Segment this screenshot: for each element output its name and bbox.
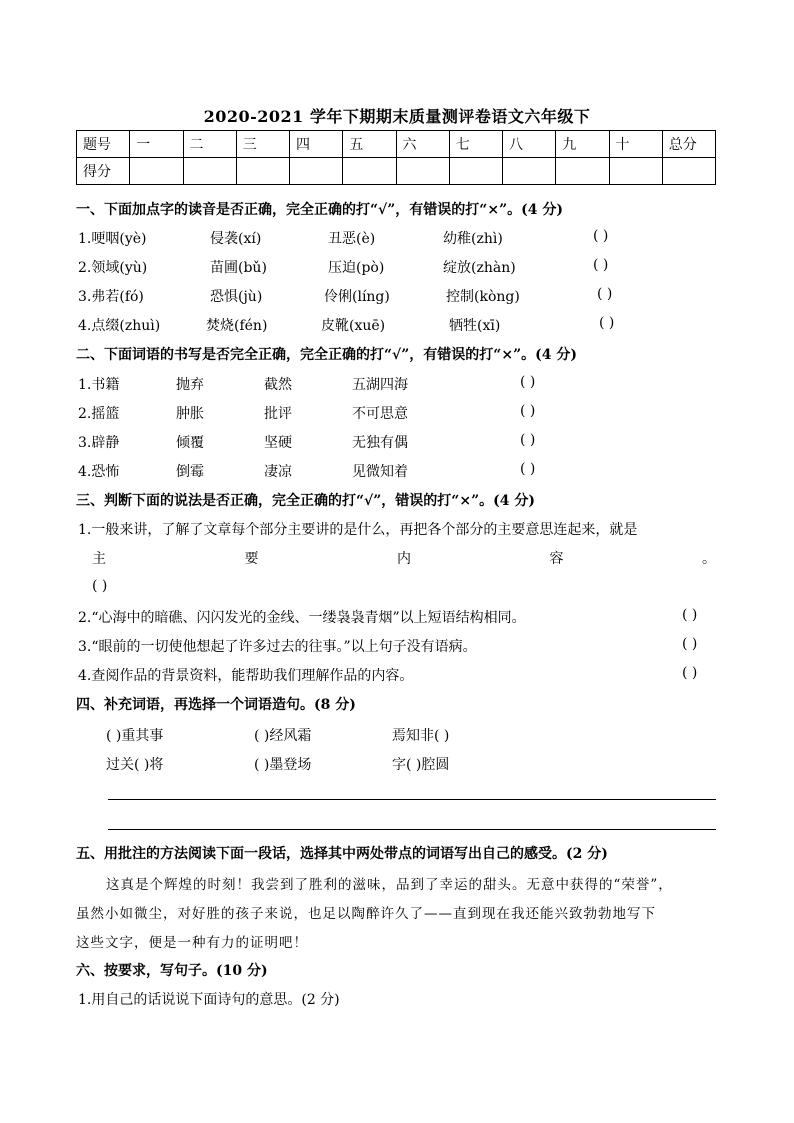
s3-q2: 2.“心海中的暗礁、闪闪发光的金线、一缕袅袅青烟”以上短语结构相同。 [78,610,526,626]
score-input-cell[interactable] [130,158,183,185]
page-title: 2020-2021 学年下期期末质量测评卷语文六年级下 [203,107,591,126]
s1-row-1-answer[interactable]: ( ) [593,228,609,244]
score-input-cell[interactable] [396,158,449,185]
s6-q1: 1.用自己的话说说下面诗句的意思。(2 分) [78,992,340,1008]
s3-q4-answer[interactable]: ( ) [682,665,698,681]
s4-blank-5[interactable]: ( )墨登场 [254,757,312,773]
s2-row-1-word-2: 抛弃 [176,377,204,393]
s1-row-4-word-1: 4.点缀(zhuì) [78,318,161,334]
s4-blank-4[interactable]: 过关( )将 [106,757,164,773]
s1-row-4-word-4: 牺牲(xī) [449,318,501,334]
section-3-heading: 三、判断下面的说法是否正确，完全正确的打“√”，错误的打“×”。(4 分) [76,493,536,509]
score-cell: 三 [236,131,289,158]
score-cell: 总分 [662,131,715,158]
s5-passage-line-2: 虽然小如微尘，对好胜的孩子来说，也足以陶醉许久了——直到现在我还能兴致勃勃地写下 [76,906,656,922]
s2-row-4-word-2: 倒霉 [176,464,204,480]
s1-row-1-word-1: 1.哽咽(yè) [78,231,147,247]
s3-q1-answer[interactable]: ( ) [92,578,108,594]
s2-row-4-answer[interactable]: ( ) [520,461,536,477]
s3-q1-line1: 1.一般来讲，了解了文章每个部分主要讲的是什么，再把各个部分的主要意思连起来，就是 [78,522,638,538]
s1-row-2-word-1: 2.领域(yù) [78,260,148,276]
score-cell: 一 [130,131,183,158]
answer-line[interactable] [108,799,716,800]
s2-row-4-word-3: 凄凉 [264,464,292,480]
s4-blank-2[interactable]: ( )经风霜 [254,728,312,744]
section-4-heading: 四、补充词语，再选择一个词语造句。(8 分) [76,697,356,713]
s1-row-1-word-3: 丑恶(è) [328,231,376,247]
score-table [76,130,716,185]
score-cell: 六 [396,131,449,158]
s1-row-3-word-1: 3.弗若(fó) [78,289,144,305]
score-cell: 七 [449,131,502,158]
s4-blank-3[interactable]: 焉知非( ) [392,728,450,744]
s1-row-1-word-4: 幼稚(zhì) [443,231,503,247]
s1-row-2-word-2: 苗圃(bǔ) [210,260,267,276]
s5-passage-line-3: 这些文字，便是一种有力的证明吧！ [76,935,308,951]
section-2-heading: 二、下面词语的书写是否完全正确，完全正确的打“√”，有错误的打“×”。(4 分) [76,347,578,363]
s2-row-1-word-1: 1.书籍 [78,377,120,393]
s3-q1-char: 内 [397,551,411,567]
score-input-cell[interactable] [290,158,343,185]
score-cell: 四 [290,131,343,158]
score-input-cell[interactable] [183,158,236,185]
s1-row-4-word-2: 焚烧(fén) [206,318,268,334]
section-1-heading: 一、下面加点字的读音是否正确，完全正确的打“√”，有错误的打“×”。(4 分) [76,202,564,218]
score-input-cell[interactable] [609,158,662,185]
score-input-cell[interactable] [236,158,289,185]
score-input-cell[interactable] [343,158,396,185]
score-input-cell[interactable] [556,158,609,185]
score-cell: 题号 [77,131,130,158]
score-cell: 十 [609,131,662,158]
score-cell: 二 [183,131,236,158]
s2-row-4-word-4: 见微知着 [352,464,408,480]
s2-row-1-word-3: 截然 [264,377,292,393]
s3-q1-char: 。 [702,551,716,567]
s3-q3: 3.“眼前的一切使他想起了许多过去的往事。”以上句子没有语病。 [78,639,477,655]
score-input-cell[interactable] [503,158,556,185]
s2-row-1-answer[interactable]: ( ) [520,374,536,390]
s1-row-4-word-3: 皮靴(xuē) [321,318,386,334]
s2-row-3-answer[interactable]: ( ) [520,432,536,448]
s2-row-3-word-1: 3.辟静 [78,435,120,451]
s2-row-1-word-4: 五湖四海 [352,377,408,393]
section-6-heading: 六、按要求，写句子。(10 分) [76,963,268,979]
s1-row-3-word-3: 伶俐(líng) [324,289,390,305]
s1-row-4-answer[interactable]: ( ) [599,315,615,331]
score-row-label: 得分 [77,158,130,185]
s2-row-2-word-4: 不可思意 [352,406,408,422]
s5-passage-line-1: 这真是个辉煌的时刻！我尝到了胜利的滋味，品到了幸运的甜头。无意中获得的“荣誉”， [106,877,673,893]
s2-row-2-word-3: 批评 [264,406,292,422]
s3-q1-line2 [92,548,716,568]
s3-q1-char: 容 [549,551,564,567]
s3-q2-answer[interactable]: ( ) [682,607,698,623]
score-cell: 九 [556,131,609,158]
s1-row-2-word-4: 绽放(zhàn) [443,260,516,276]
s1-row-3-answer[interactable]: ( ) [597,286,613,302]
s3-q1-char: 要 [244,551,259,567]
s1-row-3-word-2: 恐惧(jù) [210,289,263,305]
s2-row-4-word-1: 4.恐怖 [78,464,120,480]
s1-row-3-word-4: 控制(kòng) [446,289,520,305]
s3-q3-answer[interactable]: ( ) [682,636,698,652]
s2-row-2-word-1: 2.摇篮 [78,406,120,422]
s2-row-3-word-2: 倾覆 [176,435,204,451]
s1-row-2-word-3: 压迫(pò) [328,260,385,276]
score-table-header-row [77,131,716,158]
s2-row-2-answer[interactable]: ( ) [520,403,536,419]
s2-row-3-word-3: 坚硬 [264,435,292,451]
score-input-cell[interactable] [662,158,715,185]
s2-row-3-word-4: 无独有偶 [352,435,408,451]
s2-row-2-word-2: 肿胀 [176,406,204,422]
score-cell: 八 [503,131,556,158]
score-table-score-row [77,158,716,185]
s3-q1-char: 主 [92,551,106,567]
s4-blank-6[interactable]: 字( )腔圆 [392,757,450,773]
s1-row-2-answer[interactable]: ( ) [593,257,609,273]
score-cell: 五 [343,131,396,158]
answer-line[interactable] [108,829,716,830]
s4-blank-1[interactable]: ( )重其事 [106,728,164,744]
score-input-cell[interactable] [449,158,502,185]
section-5-heading: 五、用批注的方法阅读下面一段话，选择其中两处带点的词语写出自己的感受。(2 分) [76,846,608,862]
s3-q4: 4.查阅作品的背景资料，能帮助我们理解作品的内容。 [78,668,414,684]
s1-row-1-word-2: 侵袭(xí) [210,231,262,247]
